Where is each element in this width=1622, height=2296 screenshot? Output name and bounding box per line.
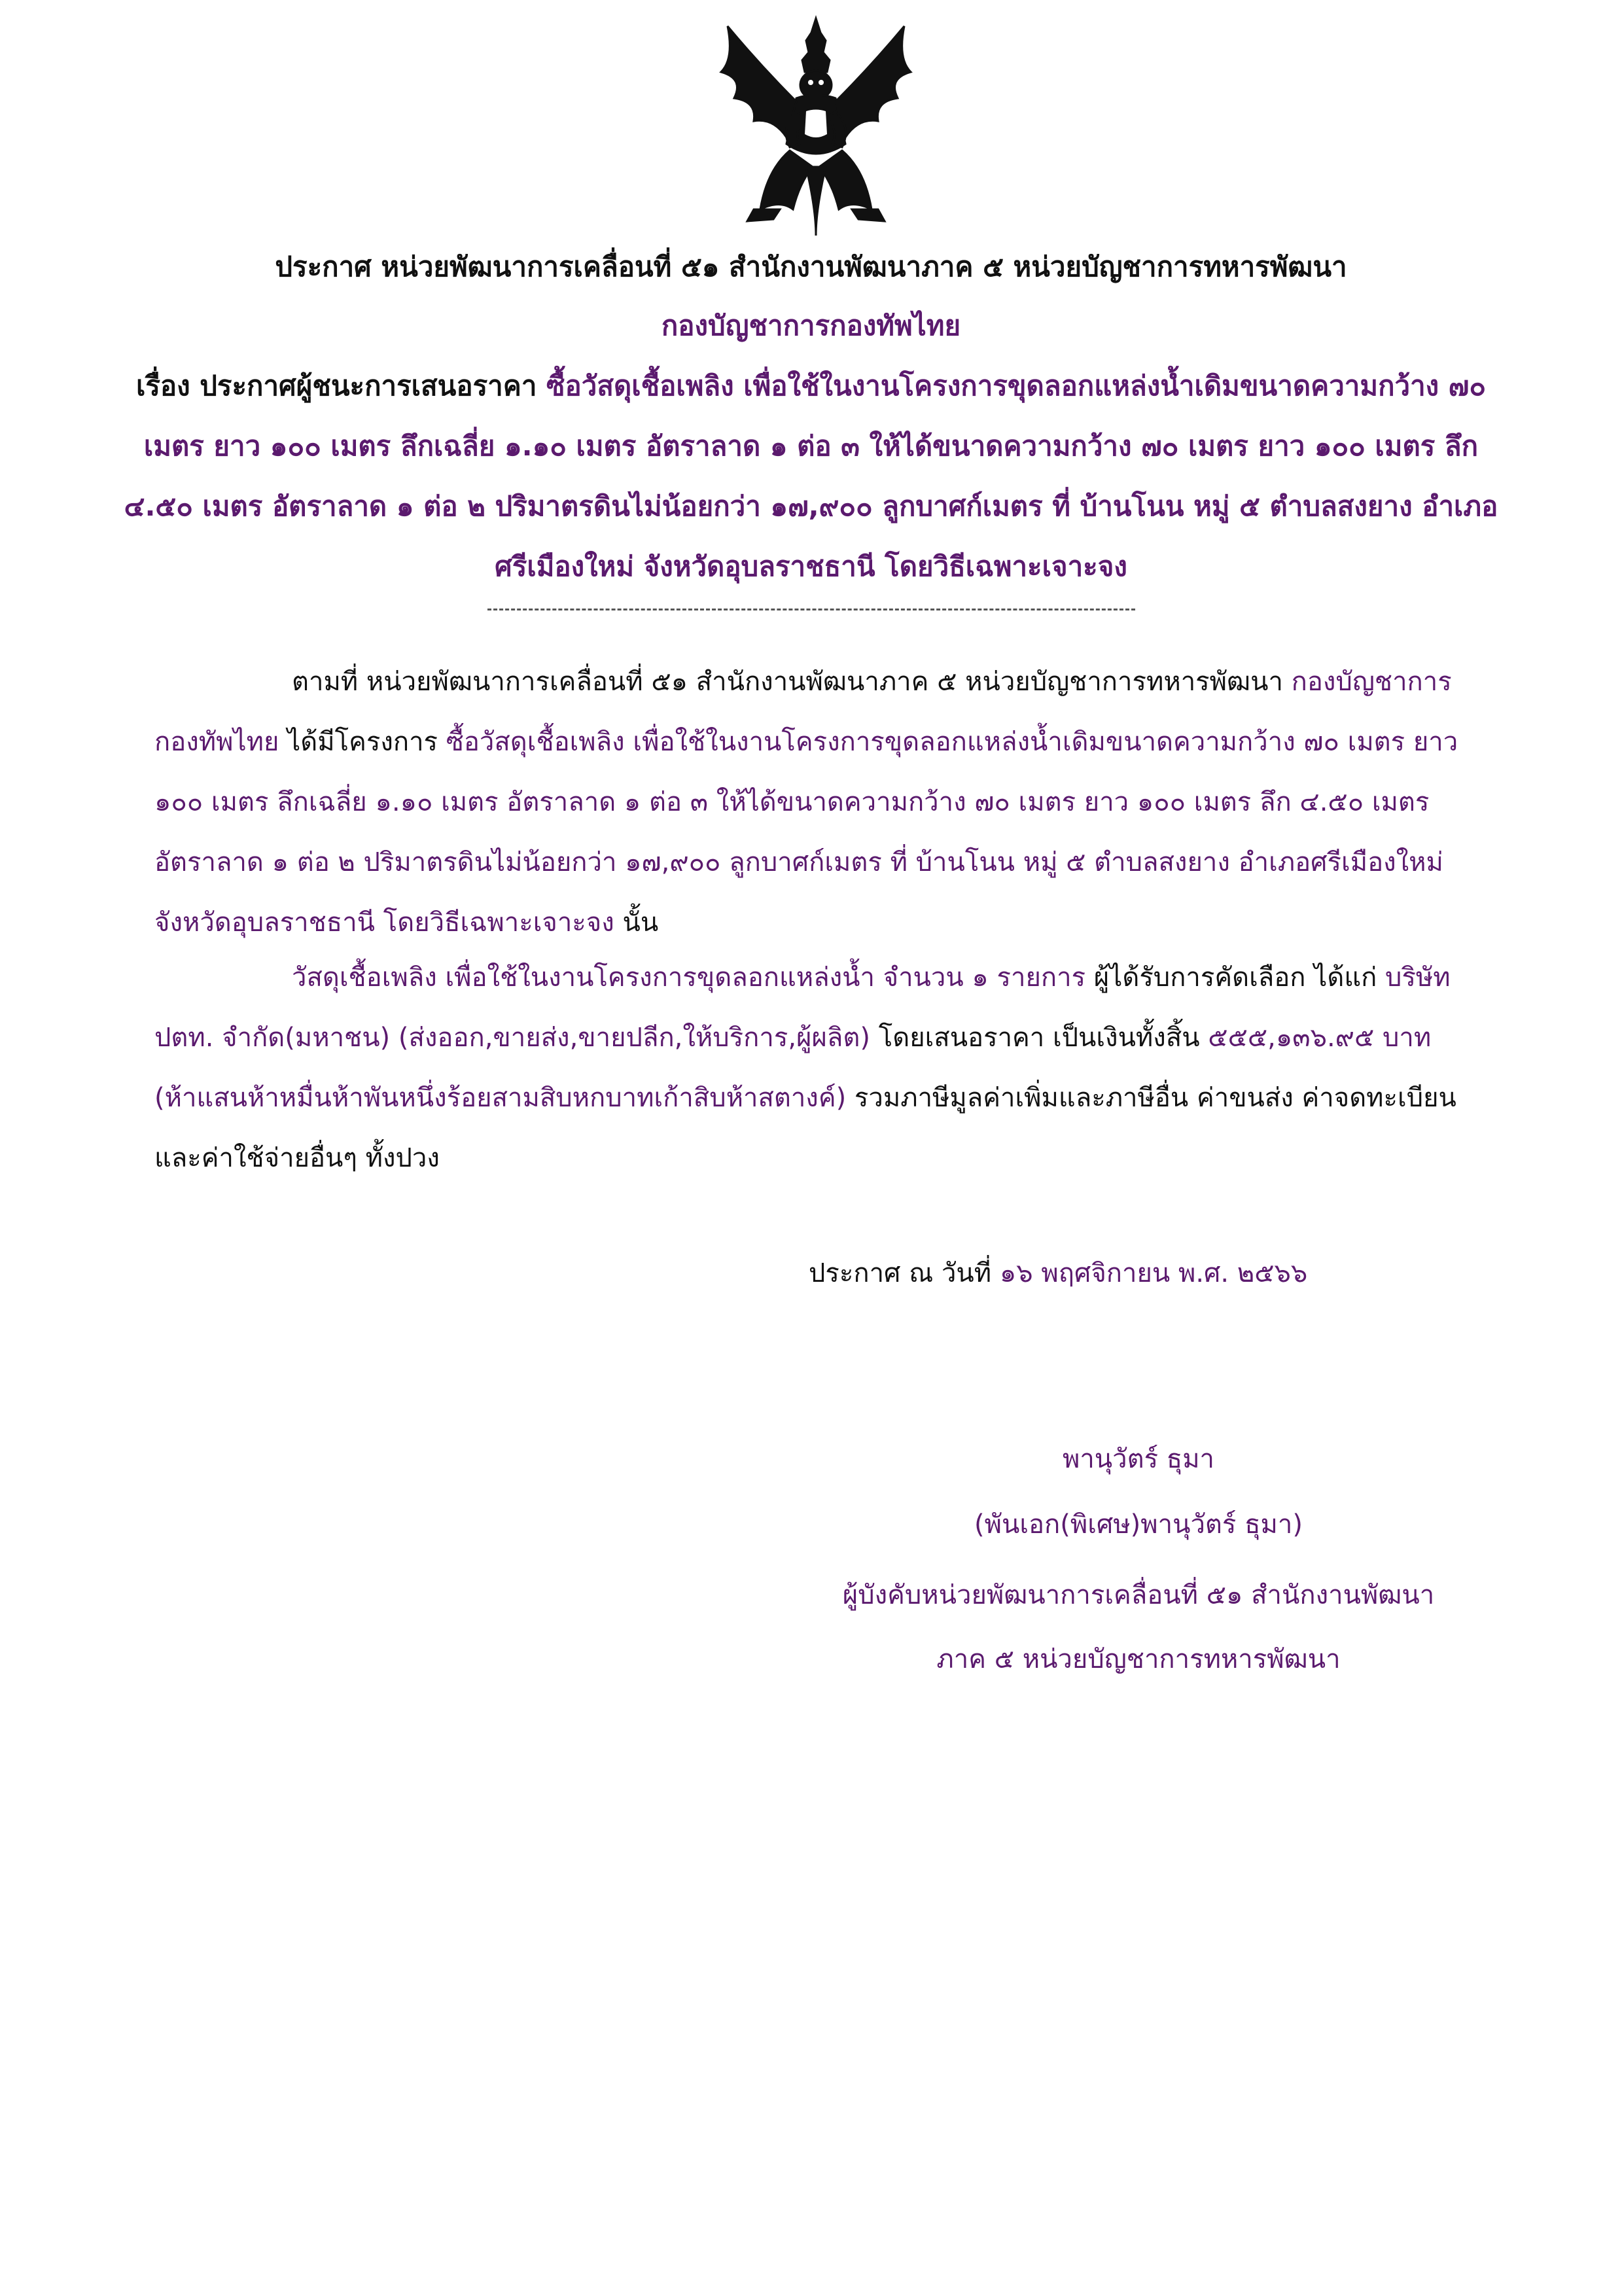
- paragraph2-amount-words: บาท (ห้าแสนห้าหมื่นห้าพันหนึ่งร้อยสามสิบหกบาทเก้าสิบห้าสตางค์): [154, 1023, 1432, 1113]
- signature-title-line2: ภาค ๕ หน่วยบัญชาการทหารพัฒนา: [936, 1644, 1341, 1674]
- paragraph2-item: วัสดุเชื้อเพลิง เพื่อใช้ในงานโครงการขุดลอกแหล่งน้ำ จำนวน ๑ รายการ: [292, 963, 1086, 993]
- date-value: ๑๖ พฤศจิกายน พ.ศ. ๒๕๖๖: [999, 1258, 1308, 1288]
- paragraph1-intro: ตามที่ หน่วยพัฒนาการเคลื่อนที่ ๕๑ สำนักงานพัฒนาภาค ๕ หน่วยบัญชาการทหารพัฒนา: [292, 667, 1283, 697]
- paragraph2-company: บริษัท ปตท. จำกัด(มหาชน) (ส่งออก,ขายส่ง,ขายปลีก,ให้บริการ,ผู้ผลิต): [154, 963, 1451, 1053]
- paragraph-award: [154, 947, 1470, 1188]
- paragraph1-mid: ได้มีโครงการ: [279, 727, 446, 757]
- subject-prefix: เรื่อง ประกาศผู้ชนะการเสนอราคา: [135, 370, 547, 402]
- paragraph1-end: นั้น: [614, 908, 659, 938]
- section-divider: [487, 609, 1135, 610]
- paragraph2-selected-label: ผู้ได้รับการคัดเลือก ได้แก่: [1085, 963, 1386, 993]
- announcement-header-line1: ประกาศ หน่วยพัฒนาการเคลื่อนที่ ๕๑ สำนักงานพัฒนาภาค ๕ หน่วยบัญชาการทหารพัฒนา: [275, 251, 1347, 283]
- paragraph2-price-label: โดยเสนอราคา เป็นเงินทั้งสิ้น: [870, 1023, 1208, 1053]
- paragraph-background: [154, 652, 1470, 953]
- signature-title-line1: ผู้บังคับหน่วยพัฒนาการเคลื่อนที่ ๕๑ สำนักงานพัฒนา: [842, 1580, 1435, 1610]
- signature-rank-name: (พันเอก(พิเศษ)พานุวัตร์ ธุมา): [974, 1510, 1303, 1540]
- subject-body: ซื้อวัสดุเชื้อเพลิง เพื่อใช้ในงานโครงการขุดลอกแหล่งน้ำเดิมขนาดความกว้าง ๗๐ เมตร ยาว ๑๐๐ เมตร ลึกเฉลี่ย ๑.๑๐ เมตร อัตราลาด ๑ ต่อ ๓ ให้ได้ขนาดความกว้าง ๗๐ เมตร ยาว ๑๐๐ เมตร ลึก ๔.๕๐ เมตร อัตราลาด ๑ ต่อ ๒ ปริมาตรดินไม่น้อยกว่า ๑๗,๙๐๐ ลูกบาศก์เมตร ที่ บ้านโนน หมู่ ๕ ตำบลสงยาง อำเภอศรีเมืองใหม่ จังหวัดอุบลราชธานี โดยวิธีเฉพาะเจาะจง: [124, 370, 1498, 582]
- announcement-subject: [118, 356, 1504, 597]
- signature-name: พานุวัตร์ ธุมา: [1062, 1444, 1215, 1474]
- paragraph2-tail: รวมภาษีมูลค่าเพิ่มและภาษีอื่น ค่าขนส่ง ค่าจดทะเบียน และค่าใช้จ่ายอื่นๆ ทั้งปวง: [154, 1083, 1456, 1173]
- paragraph1-project: ซื้อวัสดุเชื้อเพลิง เพื่อใช้ในงานโครงการขุดลอกแหล่งน้ำเดิมขนาดความกว้าง ๗๐ เมตร ยาว ๑๐๐ เมตร ลึกเฉลี่ย ๑.๑๐ เมตร อัตราลาด ๑ ต่อ ๓ ให้ได้ขนาดความกว้าง ๗๐ เมตร ยาว ๑๐๐ เมตร ลึก ๔.๕๐ เมตร อัตราลาด ๑ ต่อ ๒ ปริมาตรดินไม่น้อยกว่า ๑๗,๙๐๐ ลูกบาศก์เมตร ที่ บ้านโนน หมู่ ๕ ตำบลสงยาง อำเภอศรีเมืองใหม่ จังหวัดอุบลราชธานี โดยวิธีเฉพาะเจาะจง: [154, 727, 1458, 938]
- announcement-header-line2: กองบัญชาการกองทัพไทย: [661, 309, 961, 342]
- paragraph1-org: กองบัญชาการกองทัพไทย: [154, 667, 1452, 757]
- date-label: ประกาศ ณ วันที่: [809, 1258, 1000, 1288]
- announcement-date: [809, 1247, 1307, 1299]
- garuda-emblem-icon: [708, 13, 924, 241]
- paragraph2-amount: ๕๕๕,๑๓๖.๙๕: [1208, 1023, 1375, 1053]
